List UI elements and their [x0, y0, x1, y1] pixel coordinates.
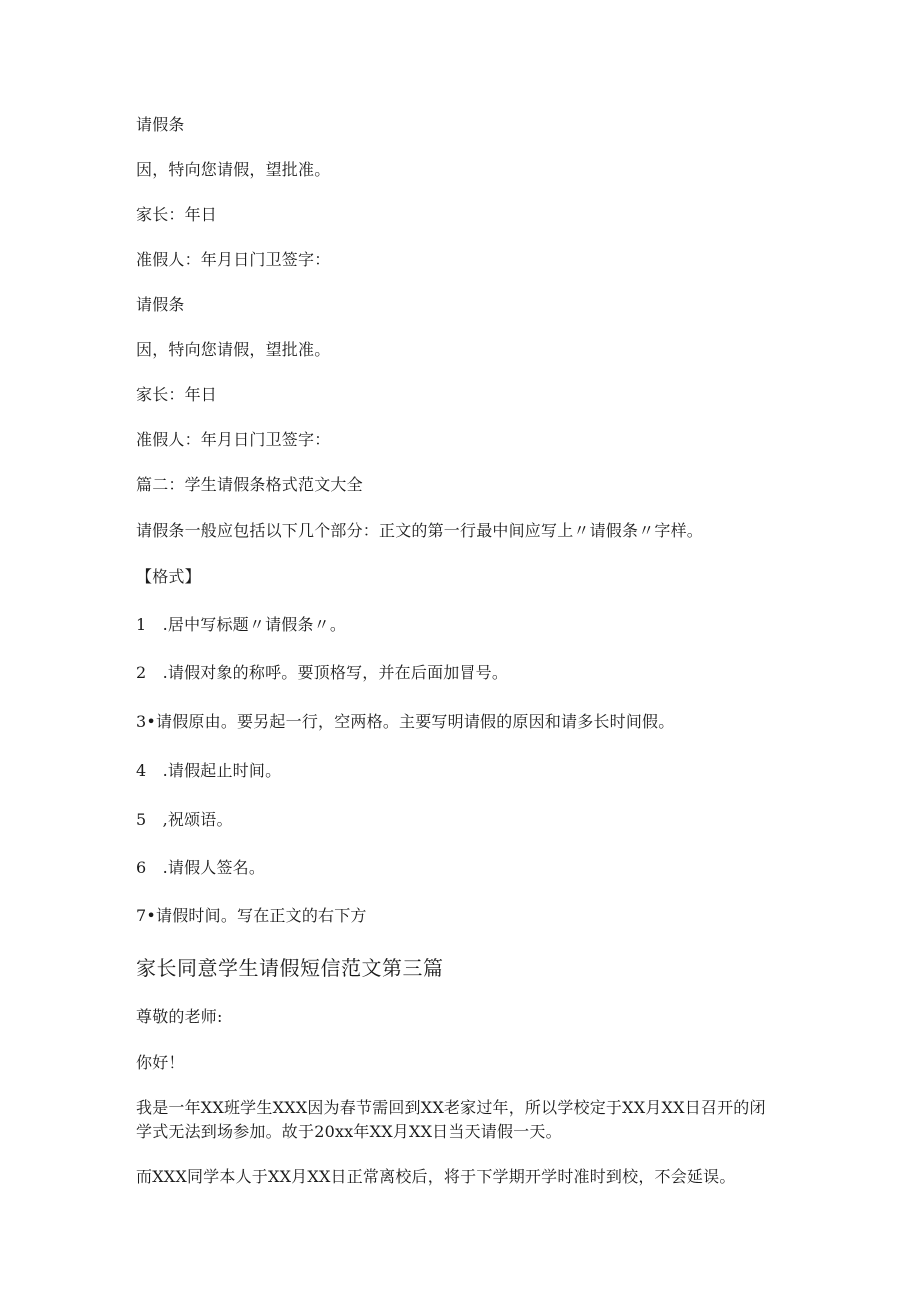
- body-paragraph: 而XXX同学本人于XX月XX日正常离校后，将于下学期开学时准时到校，不会延误。: [136, 1167, 736, 1186]
- leave-note-title: 请假条: [136, 115, 185, 134]
- leave-note-title: 请假条: [136, 295, 185, 314]
- format-item: 3•请假原由。要另起一行，空两格。主要写明请假的原因和请多长时间假。: [136, 712, 675, 731]
- parent-signature-line: 家长：年日: [136, 205, 218, 224]
- format-item: 2 .请假对象的称呼。要顶格写，并在后面加冒号。: [136, 663, 509, 682]
- article-heading: 家长同意学生请假短信范文第三篇: [136, 956, 444, 980]
- section-heading: 篇二：学生请假条格式范文大全: [136, 475, 363, 494]
- format-item: 4 .请假起止时间。: [136, 761, 282, 780]
- leave-reason-line: 因，特向您请假，望批准。: [136, 160, 331, 179]
- body-paragraph: 我是一年XX班学生XXX因为春节需回到XX老家过年，所以学校定于XX月XX日召开的闭学式无法到场参加。故于20xx年XX月XX日当天请假一天。: [136, 1098, 766, 1141]
- format-item: 5 ,祝颂语。: [136, 810, 233, 829]
- format-item: 6 .请假人签名。: [136, 858, 266, 877]
- greeting: 你好！: [136, 1053, 185, 1072]
- format-label: 【格式】: [136, 567, 201, 586]
- parent-signature-line: 家长：年日: [136, 385, 218, 404]
- salutation: 尊敬的老师:: [136, 1007, 223, 1026]
- format-item: 1 .居中写标题〃请假条〃。: [136, 615, 347, 634]
- format-item: 7•请假时间。写在正文的右下方: [136, 906, 367, 925]
- approver-line: 准假人：年月日门卫签字：: [136, 250, 331, 269]
- intro-line: 请假条一般应包括以下几个部分：正文的第一行最中间应写上〃请假条〃字样。: [136, 521, 704, 540]
- approver-line: 准假人：年月日门卫签字：: [136, 430, 331, 449]
- leave-reason-line: 因，特向您请假，望批准。: [136, 340, 331, 359]
